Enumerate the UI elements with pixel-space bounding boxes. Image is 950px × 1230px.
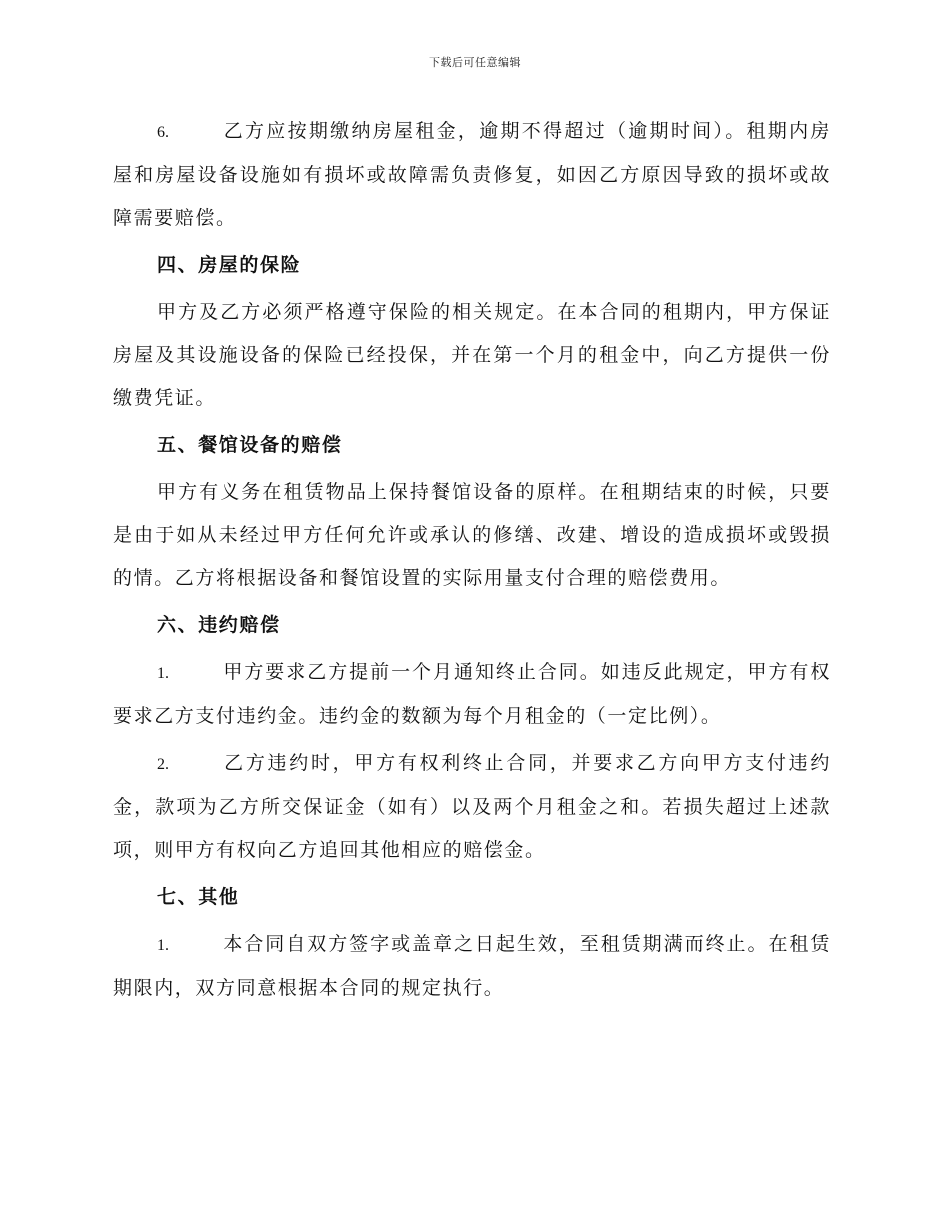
item-text: 甲方要求乙方提前一个月通知终止合同。如违反此规定，甲方有权要求乙方支付违约金。违约金的数额为每个月租金的（一定比例）。 — [113, 661, 831, 727]
clause-3-item-6 — [113, 110, 831, 240]
breach-item-1 — [113, 651, 831, 738]
other-item-1 — [113, 923, 831, 1010]
equipment-paragraph: 甲方有义务在租赁物品上保持餐馆设备的原样。在租期结束的时候，只要是由于如从未经过甲方任何允许或承认的修缮、改建、增设的造成损坏或毁损的情。乙方将根据设备和餐馆设置的实际用量支付合理的赔偿费用。 — [113, 481, 831, 589]
item-number: 1. — [157, 937, 169, 954]
section-heading-equipment-compensation: 五、餐馆设备的赔偿 — [157, 434, 343, 456]
item-number: 6. — [157, 124, 169, 141]
section-heading-breach: 六、违约赔偿 — [157, 614, 281, 636]
section-heading-other: 七、其他 — [157, 886, 240, 908]
document-body — [113, 110, 831, 1014]
page-header: 下载后可任意编辑 — [429, 56, 521, 69]
item-text: 本合同自双方签字或盖章之日起生效，至租赁期满而终止。在租赁期限内，双方同意根据本合同的规定执行。 — [113, 933, 831, 999]
item-text: 乙方违约时，甲方有权利终止合同，并要求乙方向甲方支付违约金，款项为乙方所交保证金（如有）以及两个月租金之和。若损失超过上述款项，则甲方有权向乙方追回其他相应的赔偿金。 — [113, 752, 831, 861]
breach-item-2 — [113, 742, 831, 872]
item-number: 1. — [157, 665, 169, 682]
section-heading-insurance: 四、房屋的保险 — [157, 254, 302, 276]
item-number: 2. — [157, 756, 169, 773]
item-text: 乙方应按期缴纳房屋租金，逾期不得超过（逾期时间）。租期内房屋和房屋设备设施如有损坏或故障需负责修复，如因乙方原因导致的损坏或故障需要赔偿。 — [113, 120, 831, 229]
insurance-paragraph: 甲方及乙方必须严格遵守保险的相关规定。在本合同的租期内，甲方保证房屋及其设施设备的保险已经投保，并在第一个月的租金中，向乙方提供一份缴费凭证。 — [113, 301, 831, 409]
